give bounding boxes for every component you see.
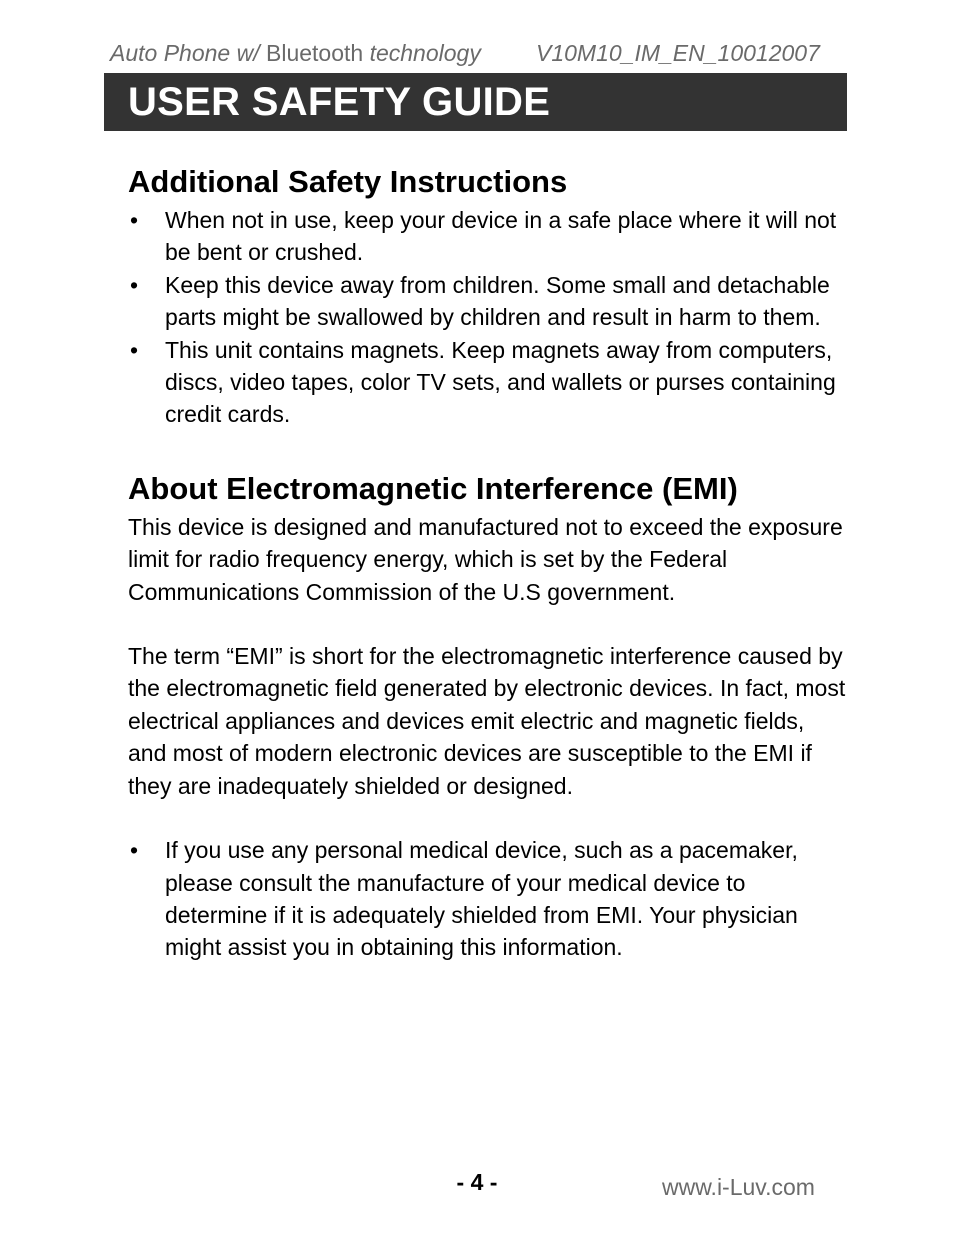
running-header [110,38,840,68]
bullet-icon: • [129,336,139,363]
page-content [128,160,848,964]
list-item-text: Keep this device away from children. Some small and detachable parts might be swallowed by children and result in harm to them. [165,271,830,331]
header-doc-id: V10M10_IM_EN_10012007 [536,40,820,66]
title-bar [104,73,847,131]
list-item-text: When not in use, keep your device in a safe place where it will not be bent or crushed. [165,207,837,266]
section-heading: About Electromagnetic Interference (EMI) [128,470,738,506]
list-item [128,204,848,269]
paragraph: This device is designed and manufactured not to exceed the exposure limit for radio frequency energy, which is set by the Federal Communications Commission of the U.S government. [128,513,843,605]
list-item-text: If you use any personal medical device, such as a pacemaker, please consult the manufacture of your medical device to determine if it is adequately shielded from EMI. Your physician might assist you in obtaining this information. [165,837,798,961]
header-product-prefix: Auto Phone w/ [110,40,260,66]
header-product-suffix: technology [369,40,481,66]
list-item-text: This unit contains magnets. Keep magnets away from computers, discs, video tapes, color TV sets, and wallets or purses containing credit cards. [165,336,836,428]
section-heading: Additional Safety Instructions [128,164,568,199]
bullet-icon: • [129,837,139,864]
spacer [128,802,848,834]
website-url: www.i-Luv.com [662,1174,815,1200]
list-item [128,834,848,964]
bullet-list [128,204,848,431]
section-additional-safety [128,160,848,431]
bullet-list [128,834,848,964]
paragraph: The term “EMI” is short for the electromagnetic interference caused by the electromagnetic field generated by electronic devices. In fact, most electrical appliances and devices emit electric and magnetic fields, and most of modern electronic devices are susceptible to the EMI if they are inadequately shielded or designed. [128,643,846,799]
list-item [128,269,848,334]
bullet-icon: • [129,271,139,298]
list-item [128,334,848,431]
spacer [128,431,848,467]
page-number: - 4 - [456,1169,498,1195]
bullet-icon: • [129,207,139,233]
spacer [128,608,848,640]
header-product-middle: Bluetooth [259,40,370,66]
section-emi [128,467,848,964]
page-title: USER SAFETY GUIDE [128,80,551,124]
